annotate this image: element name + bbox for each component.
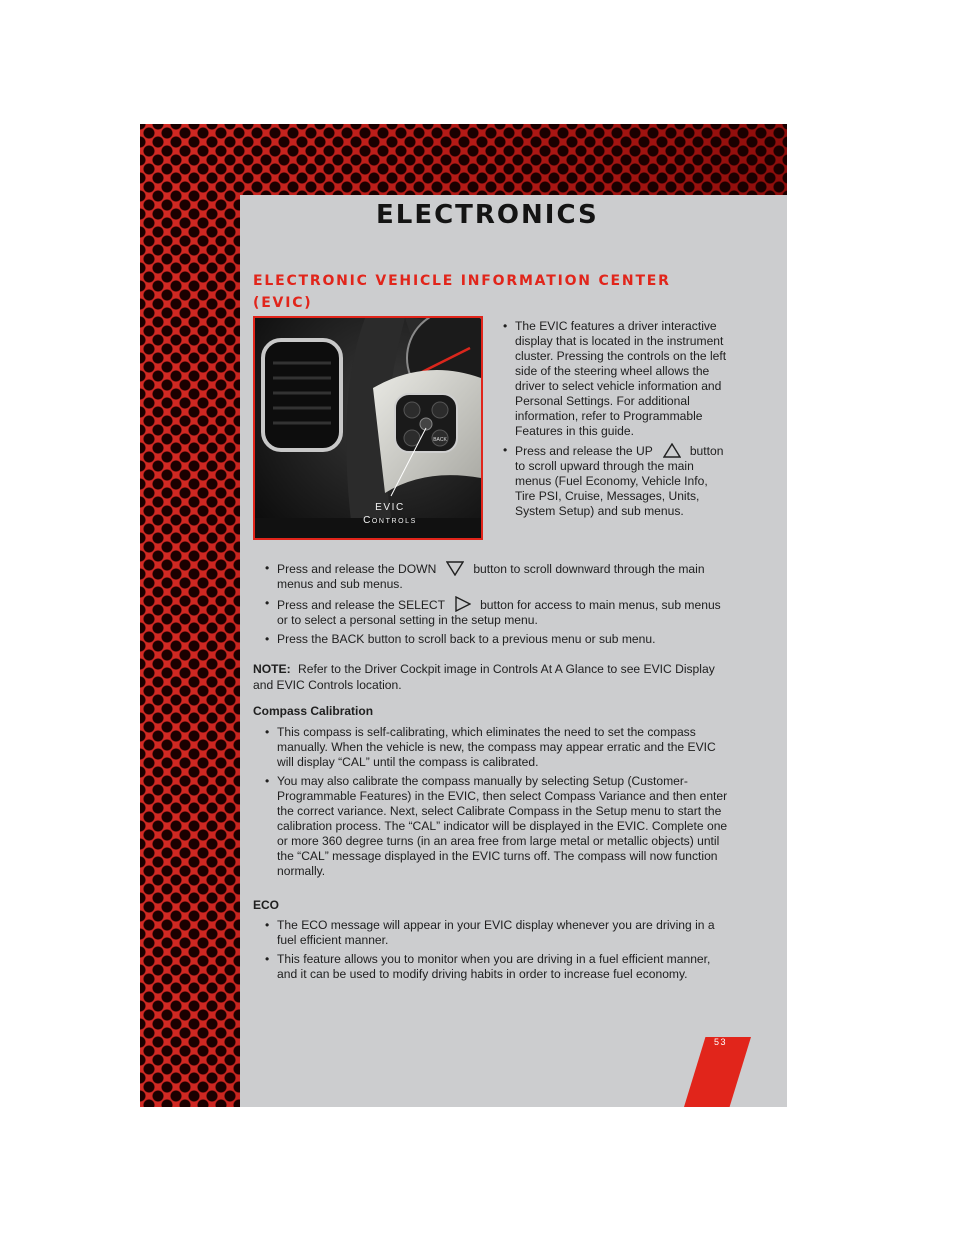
intro-bullet-2 [503, 443, 731, 519]
eco-heading: ECO [253, 898, 280, 912]
intro-bullets [503, 319, 731, 523]
controls-bullets [265, 561, 731, 651]
intro-bullet-1: • The EVIC features a driver interactive display that is located in the instrument cluster. Pressing the controls on the left side of the steering wheel allows the driver to select vehicle information and Personal Settings. For additional information, refer to Programmable Features in this guide. [503, 319, 731, 439]
compass-bullets [265, 725, 731, 883]
back-bullet: • Press the BACK button to scroll back to a previous menu or sub menu. [265, 632, 731, 647]
compass-bullet-1: • This compass is self-calibrating, which eliminates the need to set the compass manually. When the vehicle is new, the compass may appear erratic and the EVIC will display “CAL” until the compass is calibrated. [265, 725, 731, 770]
caption-line-1: EVIC [375, 502, 405, 513]
note-label: NOTE: [253, 662, 291, 676]
right-triangle-icon [455, 596, 471, 612]
note-paragraph [253, 661, 731, 693]
up-instruction-start: Press and release the UP [515, 444, 653, 458]
select-bullet [265, 596, 731, 628]
select-instruction-end: button for access to main menus, sub menus or to select a personal setting in the setup menu. [277, 598, 721, 627]
eco-bullet-1: • The ECO message will appear in your EVIC display whenever you are driving in a fuel efficient manner. [265, 918, 731, 948]
down-instruction-end: button to scroll downward through the main menus and sub menus. [277, 562, 705, 591]
up-triangle-icon [663, 443, 681, 458]
page-number: 53 [714, 1037, 728, 1047]
back-button-label: BACK [433, 437, 447, 443]
figure-caption [355, 501, 425, 527]
down-instruction-start: Press and release the DOWN [277, 562, 437, 576]
up-instruction-end: button to scroll upward through the main menus (Fuel Economy, Vehicle Info, Tire PSI, Cruise, Messages, Units, System Setup) and sub menus. [515, 444, 724, 518]
note-text: Refer to the Driver Cockpit image in Controls At A Glance to see EVIC Display and EVIC Controls location. [253, 662, 715, 692]
eco-bullet-2: • This feature allows you to monitor when you are driving in a fuel efficient manner, and it can be used to modify driving habits in order to increase fuel economy. [265, 952, 731, 982]
evic-controls-photo [253, 316, 483, 540]
compass-bullet-2: • You may also calibrate the compass manually by selecting Setup (Customer-Programmable Features) in the EVIC, then select Compass Variance and then enter the correct variance. Next, select Calibrate Compass in the Setup menu to start the calibration process. The “CAL” indicator will be displayed in the EVIC. Complete one or more 360 degree turns (in an area free from large metal or metallic objects) until the “CAL” message displayed in the EVIC turns off. The compass will now function normally. [265, 774, 731, 879]
eco-bullets [265, 918, 731, 986]
down-triangle-icon [446, 561, 464, 576]
select-instruction-start: Press and release the SELECT [277, 598, 446, 612]
section-title: ELECTRONIC VEHICLE INFORMATION CENTER (EVIC) [253, 273, 671, 311]
compass-heading: Compass Calibration [253, 704, 374, 718]
page-title: ELECTRONICS [376, 200, 599, 230]
down-bullet [265, 561, 731, 592]
caption-line-2: Controls [363, 515, 417, 526]
